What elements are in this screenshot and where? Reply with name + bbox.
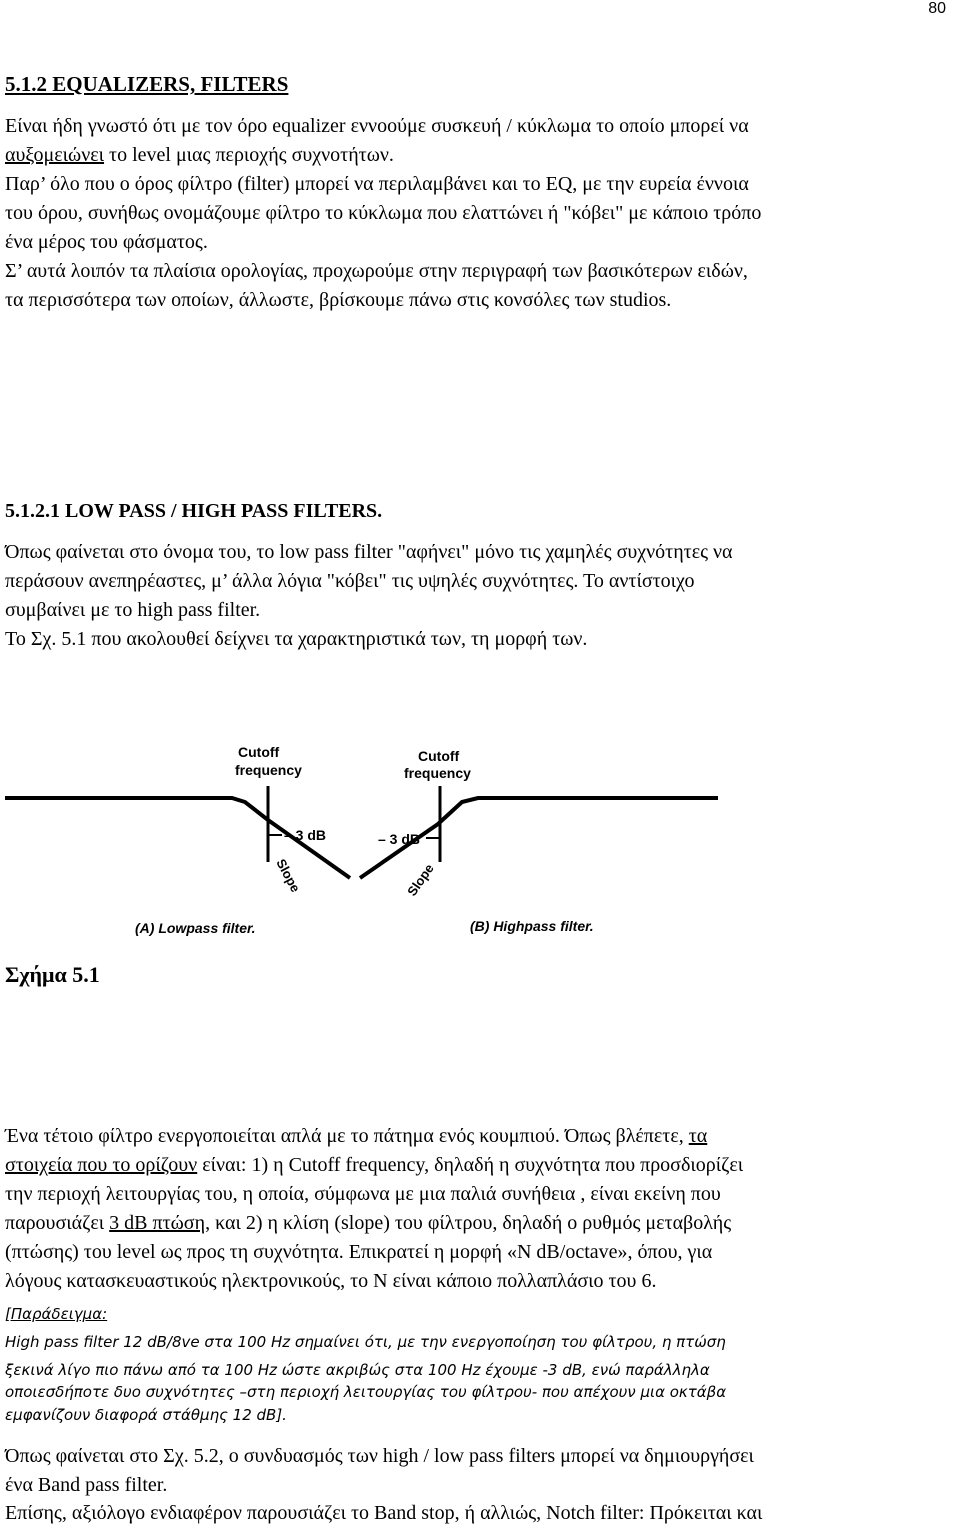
lowpass-cutoff-label-1: Cutoff xyxy=(238,744,280,760)
text-line: Όπως φαίνεται στο όνομα του, το low pass filter "αφήνει" μόνο τις χαμηλές συχνότητες να xyxy=(5,541,733,563)
text-line: την περιοχή λειτουργίας του, η οποία, σύμφωνα με μια παλιά συνήθεια , είναι εκείνη που xyxy=(5,1183,721,1205)
text-line xyxy=(5,1209,731,1238)
text-line: Το Σχ. 5.1 που ακολουθεί δείχνει τα χαρακτηριστικά των, τη μορφή των. xyxy=(5,628,588,650)
underlined-term: τα xyxy=(688,1125,708,1147)
text-line: Παρ’ όλο που ο όρος φίλτρο (filter) μπορεί να περιλαμβάνει και το EQ, με την ευρεία έννοια xyxy=(5,173,749,195)
lowpass-slope-label: Slope xyxy=(273,856,304,895)
underlined-term: αυξομειώνει xyxy=(5,144,105,166)
lowpass-3db-label: – 3 dB xyxy=(284,827,327,843)
text-line: ένα μέρος του φάσματος. xyxy=(5,231,208,253)
text-line xyxy=(5,141,394,170)
text-line: ένα Band pass filter. xyxy=(5,1474,168,1496)
text-span: , και 2) η κλίση (slope) του φίλτρου, δηλαδή ο ρυθμός μεταβολής xyxy=(205,1212,732,1234)
lowpass-cutoff-label-2: frequency xyxy=(235,762,302,778)
underlined-term: στοιχεία που το ορίζουν xyxy=(5,1154,198,1176)
text-line: του όρου, συνήθως ονομάζουμε φίλτρο το κύκλωμα που ελαττώνει ή "κόβει" με κάποιο τρόπο xyxy=(5,202,762,224)
text-line: περάσουν ανεπηρέαστες, μ’ άλλα λόγια "κόβει" τις υψηλές συχνότητες. Το αντίστοιχο xyxy=(5,570,695,592)
highpass-cutoff-label-1: Cutoff xyxy=(418,748,460,764)
text-line: συμβαίνει με το high pass filter. xyxy=(5,599,261,621)
section-heading: 5.1.2 EQUALIZERS, FILTERS xyxy=(5,72,289,96)
underlined-term: 3 dB πτώση xyxy=(109,1212,206,1234)
highpass-cutoff-label-2: frequency xyxy=(404,765,471,781)
subsection-heading: 5.1.2.1 LOW PASS / HIGH PASS FILTERS. xyxy=(5,500,383,522)
text-line xyxy=(5,1151,743,1180)
lowpass-caption: (A) Lowpass filter. xyxy=(135,920,256,936)
example-line: ξεκινά λίγο πιο πάνω από τα 100 Hz ώστε ακριβώς στα 100 Hz έχουμε -3 dB, ενώ παράλληλα xyxy=(5,1361,710,1379)
highpass-slope-label: Slope xyxy=(404,861,437,899)
filter-diagram xyxy=(0,740,760,950)
text-line: Είναι ήδη γνωστό ότι με τον όρο equalizer εννοούμε συσκευή / κύκλωμα το οποίο μπορεί να xyxy=(5,115,749,137)
highpass-caption: (B) Highpass filter. xyxy=(470,918,594,934)
text-line: τα περισσότερα των οποίων, άλλωστε, βρίσκουμε πάνω στις κονσόλες των studios. xyxy=(5,289,672,311)
page-number: 80 xyxy=(928,0,946,17)
highpass-3db-label: – 3 dB xyxy=(378,831,421,847)
highpass-diagram xyxy=(360,748,718,934)
example-line: οποιεσδήποτε δυο συχνότητες –στη περιοχή λειτουργίας του φίλτρου- που απέχουν μια οκτάβα xyxy=(5,1383,727,1401)
example-line: εμφανίζουν διαφορά στάθμης 12 dB]. xyxy=(5,1406,287,1424)
text-line: (πτώσης) του level ως προς τη συχνότητα. Επικρατεί η μορφή «N dB/octave», όπου, για xyxy=(5,1241,713,1263)
lowpass-diagram xyxy=(5,744,350,936)
text-line: Σ’ αυτά λοιπόν τα πλαίσια ορολογίας, προχωρούμε στην περιγραφή των βασικότερων ειδών, xyxy=(5,260,748,282)
figure-caption: Σχήμα 5.1 xyxy=(5,962,100,987)
text-span: παρουσιάζει xyxy=(5,1212,110,1234)
text-line: λόγους κατασκευαστικούς ηλεκτρονικούς, το Ν είναι κάποιο πολλαπλάσιο του 6. xyxy=(5,1270,657,1292)
example-title: [Παράδειγμα: xyxy=(5,1305,108,1323)
text-line: Επίσης, αξιόλογο ενδιαφέρον παρουσιάζει το Band stop, ή αλλιώς, Notch filter: Πρόκειται και xyxy=(5,1502,763,1524)
example-line: High pass filter 12 dB/8ve στα 100 Hz σημαίνει ότι, με την ενεργοποίηση του φίλτρου, η πτώση xyxy=(5,1333,726,1351)
text-span: το level μιας περιοχής συχνοτήτων. xyxy=(104,144,394,166)
text-line: Όπως φαίνεται στο Σχ. 5.2, ο συνδυασμός των high / low pass filters μπορεί να δημιουργήσει xyxy=(5,1445,754,1467)
text-line xyxy=(5,1122,707,1151)
text-span: είναι: 1) η Cutoff frequency, δηλαδή η συχνότητα που προσδιορίζει xyxy=(197,1154,744,1176)
text-span: Ένα τέτοιο φίλτρο ενεργοποιείται απλά με το πάτημα ενός κουμπιού. Όπως βλέπετε, xyxy=(5,1125,689,1147)
